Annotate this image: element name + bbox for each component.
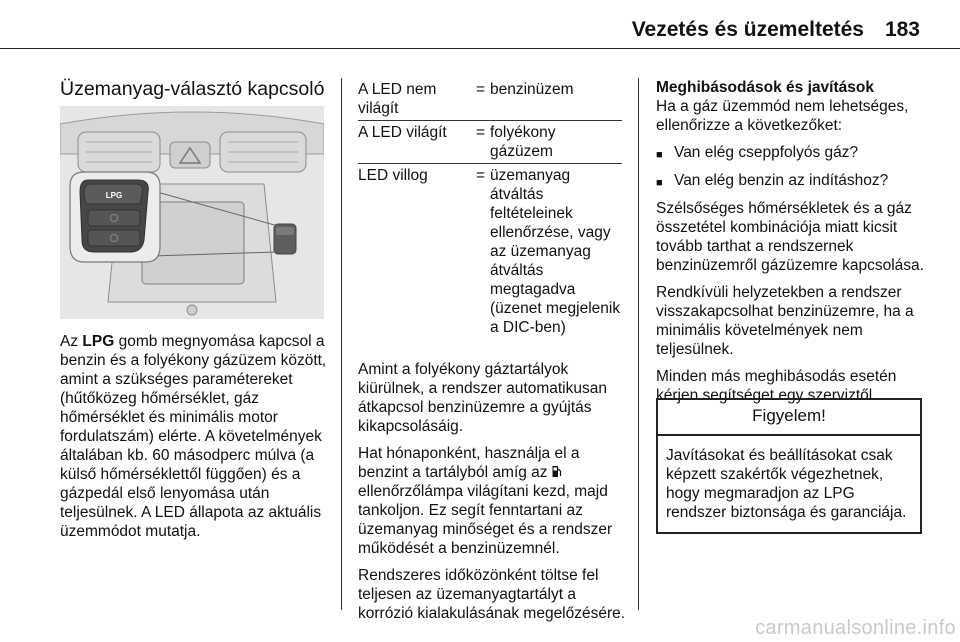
led-condition: LED villog [358, 167, 428, 184]
service-paragraph: Minden más meghibásodás esetén kérjen segítséget egy szerviztől. [656, 368, 897, 404]
page-header-title: Vezetés és üzemeltetés [631, 18, 864, 41]
list-item [656, 143, 924, 165]
bullet-text: Van elég cseppfolyós gáz? [674, 144, 859, 161]
lpg-description-body: gomb megnyomása kapcsol a benzin és a folyékony gázüzem között, amint a szükséges paramétereket (hűtőközeg hőmérséklet, gáz hőmérséklet és minimális motor fordulatszám) elérte. A követelmények általában kb. 60 másodperc múlva (a külső hőmérséklettől függően) és a gázpedál első lenyomása után teljesülnek. A LED állapota az aktuális üzemmódot mutatja. [60, 333, 327, 540]
led-meaning: benzinüzem [490, 81, 574, 98]
led-meaning: folyékony gázüzem [490, 124, 556, 160]
maintenance-paragraph [358, 444, 628, 558]
fallback-paragraph: Rendkívüli helyzetekben a rendszer visszakapcsolhat benzinüzemre, ha a minimális követelmények nem teljesülnek. [656, 284, 914, 358]
led-status-table [358, 78, 622, 339]
lpg-description-prefix: Az [60, 333, 83, 350]
led-equals: = [476, 167, 486, 184]
bullet-square-icon: ■ [656, 149, 663, 161]
header-divider [0, 48, 960, 49]
lpg-keyword: LPG [82, 333, 115, 350]
left-column-text [60, 332, 328, 549]
warning-title: Figyelem! [658, 400, 920, 436]
bullet-square-icon: ■ [656, 177, 663, 189]
page-number: 183 [884, 18, 920, 41]
led-row [358, 164, 622, 339]
led-condition: A LED világít [358, 124, 447, 141]
middle-column-text [358, 360, 628, 631]
warning-box [656, 398, 922, 534]
warning-body: Javításokat és beállításokat csak képzett szakértők végezhetnek, hogy megmaradjon az LPG rendszer biztonsága és garanciája. [666, 447, 907, 521]
maintenance-text-start: Hat hónaponként, használja el a benzint a tartályból amíg az [358, 445, 580, 481]
bullet-text: Van elég benzin az indításhoz? [674, 172, 889, 189]
led-equals: = [476, 124, 486, 141]
column-divider-right [638, 78, 639, 610]
watermark: carmanualsonline.info [755, 617, 956, 639]
faults-intro: Ha a gáz üzemmód nem lehetséges, ellenőrizze a következőket: [656, 98, 909, 134]
faults-heading: Meghibásodások és javítások [656, 79, 874, 96]
auto-switch-paragraph: Amint a folyékony gáztartályok kiürülnek, a rendszer automatikusan átkapcsol benzinüzemre a gyújtás kikapcsolásáig. [358, 361, 607, 435]
extreme-temperature-paragraph: Szélsőséges hőmérsékletek és a gáz összetétel kombinációja miatt kicsit tovább tarthat a rendszernek benzinüzemről gázüzemre kapcsolása. [656, 200, 924, 274]
lpg-button-label: LPG [105, 191, 123, 200]
fuel-pump-icon [552, 465, 562, 478]
section-title: Üzemanyag-választó kapcsoló [60, 78, 325, 100]
led-row [358, 78, 622, 121]
page-header [0, 0, 960, 48]
lpg-switch-illustration [60, 106, 324, 319]
led-condition: A LED nem világít [358, 81, 437, 117]
refill-paragraph: Rendszeres időközönként töltse fel teljesen az üzemanyagtartályt a korrózió kialakulásának megelőzésére. [358, 567, 626, 622]
right-column-text [656, 78, 924, 413]
column-divider-left [341, 78, 342, 610]
led-equals: = [476, 81, 486, 98]
list-item [656, 171, 924, 193]
led-row [358, 121, 622, 164]
led-meaning: üzemanyag átváltás feltételeinek ellenőrzése, vagy az üzemanyag átváltás megtagadva (üzenet megjelenik a DIC-ben) [490, 167, 621, 336]
maintenance-text-end: ellenőrzőlámpa világítani kezd, majd tankoljon. Ez segít fenntartani az üzemanyag minőséget és a rendszer működését a benzinüzemnél. [358, 483, 613, 557]
dashboard-drawing [60, 106, 324, 319]
lpg-description [60, 332, 328, 541]
